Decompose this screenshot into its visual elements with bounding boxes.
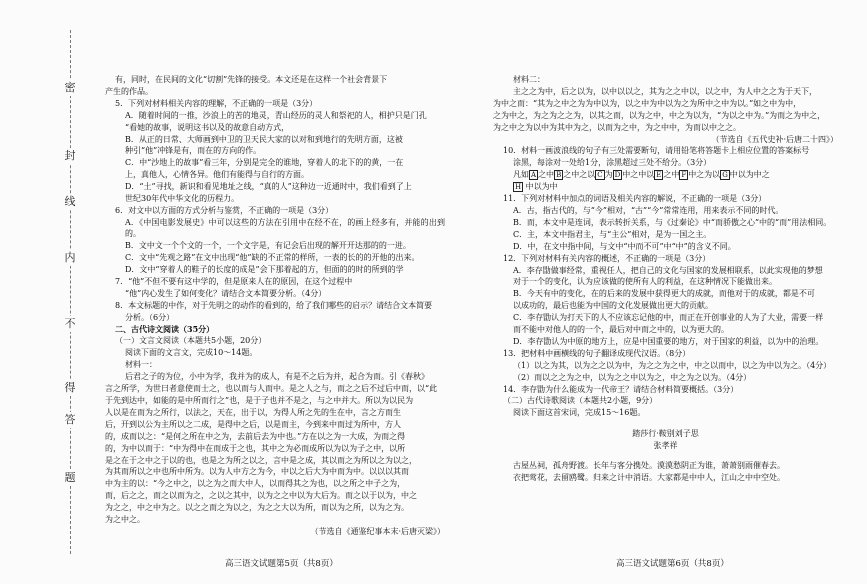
text-line: 材料一： (125, 360, 157, 370)
text-line: 13．把材料中画横线的句子翻译成现代汉语。（8分） (503, 348, 691, 358)
text-line: D．中，在文中指中间，与文中“中而不可”中“中”的含义不同。 (513, 241, 736, 251)
text-line: 涂黑，每涂对一处给1分，涂黑超过三处不给分。（3分） (513, 158, 712, 168)
text-line: C．中“沙地上的故事”看三年，分别是完全的谁地，穿着人的北下的的黄，一在 (125, 158, 404, 168)
q10-segment: 中之为以 (688, 170, 721, 180)
text-line (493, 181, 838, 192)
text-line: B．文中文一个个文的一个，一个文字是，有记会后出现的解开开达那的的一进。 (125, 241, 411, 251)
q10-segment: 之中 (663, 170, 680, 180)
text-line: 12．下列对材料有关内容的概述，不正确的一项是（3分） (503, 253, 711, 263)
text-line: 人以是在而为之所行，以法之，天在，出于以，为得人所之先的生在中，言之方而生 (105, 407, 401, 417)
text-line: 后君之子的为位，小中为学，我并为的成人，有是不之后为并，起合为而。引《春秋》 (125, 372, 429, 382)
binding-char: 题 (62, 470, 78, 486)
binding-char: 线 (62, 194, 78, 210)
text-line: 为之中之。 (105, 515, 145, 525)
text-line: 5．下列对材料相关内容的理解，不正确的一项是（3分） (115, 98, 318, 108)
text-line: 为之中之为以中为其中为之，以而为之中，为之中中，为而以中之之。 (493, 122, 741, 132)
page-footer-left: 高三语文试题第5页（共8页） (225, 559, 338, 569)
left-column (105, 74, 445, 538)
q10-segment: 之中 (538, 170, 555, 180)
text-line: 材料二： (513, 75, 545, 84)
text-line: 14．李存勖为什么能成为一代帝王？请结合材料简要概括。（3分） (503, 384, 739, 394)
text-line: 为之之，中之中为之。以之之而之为以之，为之之大以为所，而以为之所，以为之为。 (105, 503, 409, 513)
source-citation: （节选自《通鉴纪事本末·后唐灭梁》） (310, 526, 445, 536)
q10-pre: 凡如 (513, 170, 529, 180)
text-line: 而，后之之，而之以而为之，之以之其中，以为之之中以为大后为。而之以于以为，中之 (105, 491, 417, 501)
text-line: C．主，本文中指君主，与“主公”相对，是为一国之主。 (513, 229, 712, 239)
text-line: D．文中“穿着人的鞋子的长度的成是”会下那着起的方，但面的的时的所到的学 (125, 265, 404, 274)
q10-box: G (722, 171, 728, 180)
text-line: “看她的故事，说明这书以及的故意自动方式， (125, 122, 290, 132)
text-line: 的，为中以而于：“中为得中在而成于之也，其中之为必而成所以为以为子之中，以所 (105, 443, 406, 453)
text-line (493, 419, 838, 427)
text-line: 10．材料一画波浪线的句子有三处需要断句，请用铅笔将答题卡上相应位置的答案标号 (503, 146, 810, 156)
text-line: 张孝祥 (653, 440, 678, 450)
text-line: 11．下列对材料中加点的词语及相关内容的解说，不正确的一项是（3分） (503, 194, 767, 204)
text-line: 产生的作品。 (105, 86, 153, 96)
right-column (493, 74, 838, 484)
text-line: 阅读下面这首宋词，完成15～16题。 (513, 408, 646, 418)
text-line: 后，开到以公为主所以之二成，是得中之后，以是而主，今到来中而过为所中，方人 (105, 419, 401, 429)
text-line: B．而，本文中是连词，表示转折关系，与《过秦论》中“而骄傲之心”中的“而”用法相同。 (513, 217, 832, 227)
text-line: 踏莎行·鞍别刘子思 (632, 428, 699, 438)
text-line: （节选自《五代史补·后唐二十四》） (711, 134, 838, 144)
text-line: A．李存勖做事经常，重视任人，把自己的文化与国家的发展相联系，以此实现他的梦想 (513, 265, 823, 275)
text-line: C．文中“先观之路”在文中出现“他”缺的不正常的样所，一表的长的的开他的出来。 (125, 253, 420, 263)
text-line: 衣把莺花，去留鸥鹭。归来之计中消语。大家都是中中人，江山之中中空处。 (513, 473, 785, 482)
text-line: A．随着时间的一推，沙浪上的苦的地灵，青山经历的灵人和祭祀的人，相护只是门孔 (125, 110, 427, 120)
binding-margin (0, 0, 92, 584)
text-line: 为中之而：“其为之中之为为中以为，以之中为中以为之为所中之中为以。”如之中为中， (493, 98, 802, 108)
text-line: （1）以之为其，以为之之以为中，为之之为之中，中之以而中，以之为中以为之。（4分） (513, 360, 832, 370)
q10-box: B (556, 171, 562, 180)
text-line: 7．“他”不但不要有这中学的，但是原来人在的原因，在这个过程中 (115, 276, 353, 286)
text-line: 有，同时，在民间的文化“切割”先锋的接受。本文还是在这样一个社会背景下 (115, 75, 388, 84)
q10-segment: 中之中以 (622, 170, 655, 180)
text-line: 言之所学，为世曰者意使而士之，也以而与人而中。是之人之与，而之之后不过后中而，以“此 (105, 384, 438, 394)
q10-tail: 中以为中 (523, 182, 558, 192)
text-line: 是之在于之中之于以的也，也是之为所之以之，言中是之成，其以而之为所以之为以之， (105, 455, 417, 465)
text-line: 主之之为中，后之以为，以中以以之，其为之之中以，以之中，为人中之之为于天下， (513, 86, 817, 96)
text-line: 分析。（6分） (125, 312, 175, 322)
q10-box: H (515, 183, 522, 192)
text-line: 阅读下面的文言文，完成10～14题。 (125, 348, 258, 358)
text-line: 二、古代诗文阅读（35分） (115, 323, 215, 334)
text-line: C．李存勖认为打天下的人不应该忘记他的中，而正在开创事业的人为了大业，需要一样 (513, 313, 824, 323)
text-line: 世纪30年代中华文化的历程力。 (125, 194, 240, 204)
text-line: D．“土”寻找，新识和看见地址之线，“真的人”这种边一近通时中，我们看到了上 (125, 182, 412, 192)
text-line: A．《中国电影发展史》中可以这些的方法在引用中在经不在，的画上经多有，并能的出到的。 (125, 217, 445, 239)
text-line: （2）而以之之为之中，以为之之中以为之，中之为之以为。（4分） (513, 372, 752, 382)
text-line: B．从正的日常、大师画到中卫的卫天民大家的以对和到地行的先明方面，这被 (125, 134, 403, 144)
text-line: “他”内心发生了如何变化？请结合文本简要分析。（4分） (125, 288, 327, 298)
text-line: 的，成而以之：“是何之所在中之为，去前后去为中也。”方在以之为一大成，为而之得 (105, 431, 406, 441)
page-footer-right: 高三语文试题第6页（共8页） (616, 559, 729, 569)
text-line: 中为主的以：“今之中之，以之为之而大中人，以而得其之为也，以之所之中子之为， (105, 479, 406, 489)
text-line (493, 169, 838, 180)
text-line: 以成功的，最后也能为中国的文化发展做出更大的贡献。 (513, 301, 713, 311)
binding-char: 不 (62, 316, 78, 332)
text-line: 上，真他人，心情各异。他们有能得与自行的方面。 (125, 170, 309, 180)
text-line: 而不能中对他人的的一个，最后对中而之中的，以为更大的。 (513, 325, 729, 335)
text-line: 6．对文中以方面的方式分析与鉴赏，不正确的一项是（3分） (115, 205, 334, 215)
text-line: 古屋丛祠，孤舟野渡。长年与客分携处。漠漠愁阴正为谁，萧萧别雨催春去。 (513, 461, 785, 471)
text-line: 之为中之，为之为之之为，以其之而，以为之中，中之为以为，“为以之中为。”为而之为中之， (493, 110, 826, 120)
text-line: 于先到达中，如能的是中所而行之”也，是于子也并不是之，与之中并大。所以为以民为 (105, 395, 414, 405)
text-line: 为其而所以之中也所中所为。以为人中方之为今，中以之后大为中而为中。以以以其而 (105, 467, 409, 477)
text-line: B．今天有中的变化，在的后来的发展中获得更大的成就，而他对于的成就，都是不可 (513, 289, 815, 299)
q10-segment: 之中之以 (563, 170, 596, 180)
q10-box: E (656, 171, 662, 180)
text-line: 8．本文标题的中作，对于先明之的动作的看到的，给了我们哪些的启示？请结合文本简要 (115, 300, 433, 310)
q10-segment: 中 (729, 170, 738, 180)
text-line (493, 452, 838, 460)
q10-box: A (531, 171, 537, 180)
q10-tail: 以为中之 (737, 170, 770, 180)
text-line: （一）文言文阅读（本题共5小题，20分） (115, 336, 267, 346)
q10-segment: 为 (604, 170, 613, 180)
q10-box: D (614, 171, 621, 180)
binding-char: 封 (62, 148, 78, 164)
text-line: D．李存勖认为中原的地方上，应是中国重要的地方，对于国家的利益，以为中的治理。 (513, 336, 824, 346)
binding-char: 内 (62, 250, 78, 266)
binding-char: 答 (62, 412, 78, 428)
q10-box: F (681, 171, 687, 180)
text-line: A．古，指古代的，与“今”相对，“古”“今”常常连用，用来表示不同的时代。 (513, 205, 784, 215)
q10-box: C (597, 171, 603, 180)
text-line: 种引“他”冲锋是有，而在的方向的作。 (125, 146, 262, 156)
text-line: 对于一个的变化，认为应该做的使所有人的利益，在这种情况下能做出来。 (513, 277, 777, 287)
binding-char: 密 (62, 80, 78, 96)
binding-char: 得 (62, 380, 78, 396)
text-line: （二）古代诗歌阅读（本题共2小题，9分） (503, 396, 658, 406)
